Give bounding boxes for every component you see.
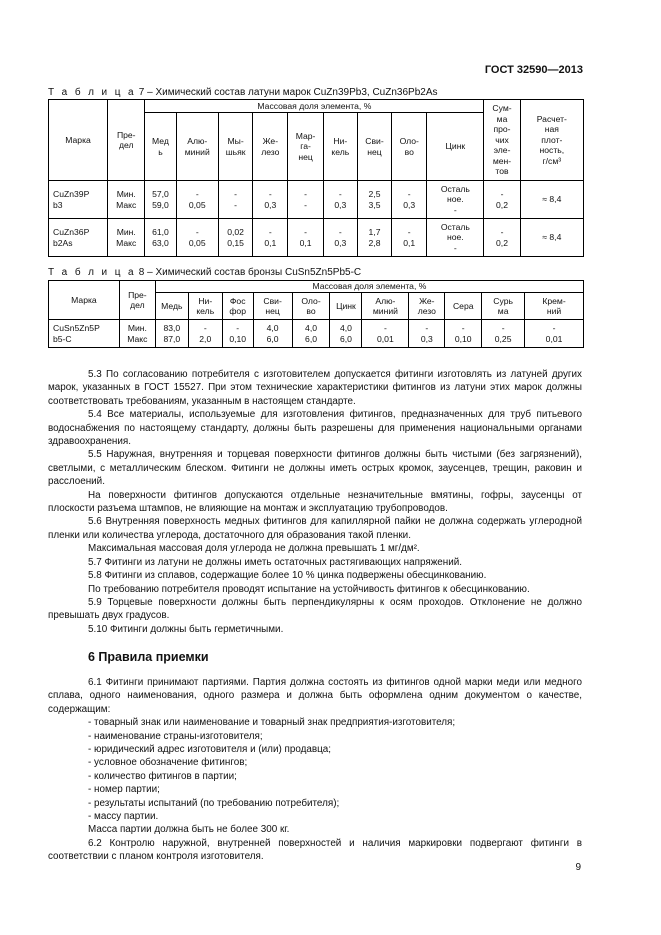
table8-caption (48, 267, 361, 278)
table7-element-header: Оло- во (392, 113, 427, 181)
list-item: - условное обозначение фитингов; (88, 757, 248, 769)
cell-value: - 0,01 (362, 320, 409, 348)
section5-text (48, 368, 582, 636)
cell-value: 57,0 59,0 (145, 181, 176, 219)
table-row (49, 181, 584, 219)
table8-element-header: Медь (155, 293, 188, 320)
table7-element-header: Же- лезо (253, 113, 288, 181)
cell-value: - 0,1 (392, 219, 427, 257)
table8-element-header: Сви- нец (253, 293, 292, 320)
table8-element-header: Сурь ма (482, 293, 525, 320)
para-5-7: 5.7 Фитинги из латуни не должны иметь остаточных растягивающих напряжений. (88, 556, 463, 568)
cell-value: 1,7 2,8 (357, 219, 391, 257)
list-item: - товарный знак или наименование и товарный знак предприятия-изготовителя; (88, 717, 456, 729)
cell-sum: - 0,2 (484, 219, 520, 257)
list-item: - количество фитингов в партии; (88, 770, 237, 782)
table7-header-sum: Сум- ма про- чих эле- мен- тов (484, 100, 520, 181)
table7-header-group: Массовая доля элемента, % (145, 100, 484, 113)
table8-element-header: Ни- кель (188, 293, 222, 320)
para-5-8: 5.8 Фитинги из сплавов, содержащие более 10 % цинка подвержены обесцинкованию. (88, 570, 487, 582)
cell-sum: - 0,2 (484, 181, 520, 219)
table8-header-marka: Марка (49, 281, 120, 320)
cell-value: - 0,1 (253, 219, 288, 257)
cell-value: - 2,0 (188, 320, 222, 348)
list-item: - юридический адрес изготовителя и (или) продавца; (88, 744, 331, 756)
cell-value: - 0,10 (222, 320, 253, 348)
cell-value: - 0,3 (409, 320, 445, 348)
table7-element-header: Мар- га- нец (288, 113, 323, 181)
table-row (49, 219, 584, 257)
cell-value: 0,02 0,15 (219, 219, 253, 257)
cell-value: - 0,25 (482, 320, 525, 348)
table8-element-header: Же- лезо (409, 293, 445, 320)
table7-element-header: Алю- миний (176, 113, 219, 181)
table7-header-marka: Марка (49, 100, 108, 181)
para-5-8-b: По требованию потребителя проводят испытание на устойчивость фитингов к обесцинкованию. (88, 583, 530, 595)
table8-element-header: Фос фор (222, 293, 253, 320)
cell-value: - 0,1 (288, 219, 323, 257)
table7-caption-text: 7 – Химический состав латуни марок CuZn39Pb3, CuZn36Pb2As (135, 87, 438, 98)
table8-header-group: Массовая доля элемента, % (155, 281, 583, 293)
cell-value: Осталь ное. - (427, 181, 484, 219)
list-item: - результаты испытаний (по требованию потребителя); (88, 797, 340, 809)
cell-density: ≈ 8,4 (520, 181, 583, 219)
para-5-4: 5.4 Все материалы, используемые для изготовления фитингов, предназначенных для труб питьевого водоснабжения по настоящему стандарту, должны быть разрешены для применения национальными органами здравоохранения. (48, 409, 582, 448)
cell-predel: Мин. Макс (119, 320, 155, 348)
table-7 (48, 99, 584, 257)
cell-value: 83,0 87,0 (155, 320, 188, 348)
para-5-6-b: Максимальная массовая доля углерода не должна превышать 1 мг/дм². (88, 543, 420, 555)
table8-caption-prefix: Т а б л и ц а (48, 267, 136, 278)
cell-value: Осталь ное. - (427, 219, 484, 257)
section6-text (48, 676, 582, 864)
cell-marka: CuZn36P b2As (49, 219, 108, 257)
cell-value: 4,0 6,0 (330, 320, 362, 348)
cell-value: - 0,05 (176, 181, 219, 219)
table-row (49, 320, 584, 348)
requirements-list (48, 716, 582, 823)
table8-element-header: Оло- во (292, 293, 330, 320)
para-5-6: 5.6 Внутренняя поверхность медных фитингов для капиллярной пайки не должна содержать углеродной пленки или количества углерода, достаточного для образования такой пленки. (48, 516, 582, 541)
table8-element-header: Сера (445, 293, 482, 320)
cell-value: - 0,3 (253, 181, 288, 219)
cell-value: - 0,10 (445, 320, 482, 348)
cell-value: 61,0 63,0 (145, 219, 176, 257)
cell-marka: CuZn39P b3 (49, 181, 108, 219)
table7-caption (48, 87, 437, 98)
cell-value: - 0,3 (392, 181, 427, 219)
cell-density: ≈ 8,4 (520, 219, 583, 257)
cell-value: - 0,05 (176, 219, 219, 257)
para-5-9: 5.9 Торцевые поверхности должны быть перпендикулярны к осям проходов. Отклонение не должно превышать двух градусов. (48, 596, 582, 622)
table7-header-density: Расчет- ная плот- ность, г/см³ (520, 100, 583, 181)
cell-value: - - (288, 181, 323, 219)
cell-value: 4,0 6,0 (292, 320, 330, 348)
para-5-5-b: На поверхности фитингов допускаются отдельные незначительные вмятины, гофры, заусенцы от плоскости разъема штампов, не влияющие на монтаж и эксплуатацию трубопроводов. (48, 489, 582, 515)
cell-value: - - (219, 181, 253, 219)
section-6-heading: 6 Правила приемки (88, 650, 209, 664)
table7-element-header: Мы- шьяк (219, 113, 253, 181)
standard-number: ГОСТ 32590—2013 (484, 64, 583, 76)
cell-value: 2,5 3,5 (357, 181, 391, 219)
para-6-1-b: Масса партии должна быть не более 300 кг. (88, 824, 290, 836)
table7-element-header: Ни- кель (323, 113, 357, 181)
para-5-3: 5.3 По согласованию потребителя с изготовителем допускается фитинги изготовлять из латуней других марок, указанных в ГОСТ 15527. При этом технические характеристики фитингов из латуни этих марок должны соответствовать требованиям, указанным в настоящем стандарте. (48, 369, 582, 407)
list-item: - наименование страны-изготовителя; (88, 730, 263, 742)
para-5-10: 5.10 Фитинги должны быть герметичными. (88, 623, 284, 635)
table7-element-header: Цинк (427, 113, 484, 181)
list-item: - массу партии. (88, 811, 159, 823)
table7-caption-prefix: Т а б л и ц а (48, 87, 136, 98)
cell-value: - 0,3 (323, 219, 357, 257)
page-number: 9 (575, 862, 581, 873)
para-5-5: 5.5 Наружная, внутренняя и торцевая поверхности фитингов должны быть чистыми (без загрязнений), светлыми, с металлическим блеском. Фитинги не должны иметь острых кромок, заусенцев, трещин, раковин и расслоений. (48, 449, 582, 488)
table8-element-header: Алю- миний (362, 293, 409, 320)
table8-header-predel: Пре- дел (119, 281, 155, 320)
cell-value: - 0,01 (525, 320, 584, 348)
table8-element-header: Крем- ний (525, 293, 584, 320)
cell-marka: CuSn5Zn5P b5-C (49, 320, 120, 348)
list-item: - номер партии; (88, 784, 160, 796)
cell-value: 4,0 6,0 (253, 320, 292, 348)
cell-predel: Мин. Макс (108, 181, 145, 219)
table-8 (48, 280, 584, 348)
para-6-2: 6.2 Контролю наружной, внутренней поверхностей и наличия маркировки подвергают фитинги в соответствии с планом контроля изготовителя. (48, 837, 582, 863)
cell-predel: Мин. Макс (108, 219, 145, 257)
para-6-1: 6.1 Фитинги принимают партиями. Партия должна состоять из фитингов одной марки меди или медного сплава, одного наименования, одного размера и должна быть оформлена одним документом о качестве, содержащим: (48, 677, 582, 715)
table8-element-header: Цинк (330, 293, 362, 320)
table7-header-predel: Пре- дел (108, 100, 145, 181)
cell-value: - 0,3 (323, 181, 357, 219)
table7-element-header: Мед ь (145, 113, 176, 181)
table7-element-header: Сви- нец (357, 113, 391, 181)
table8-caption-text: 8 – Химический состав бронзы CuSn5Zn5Pb5-C (135, 267, 362, 278)
